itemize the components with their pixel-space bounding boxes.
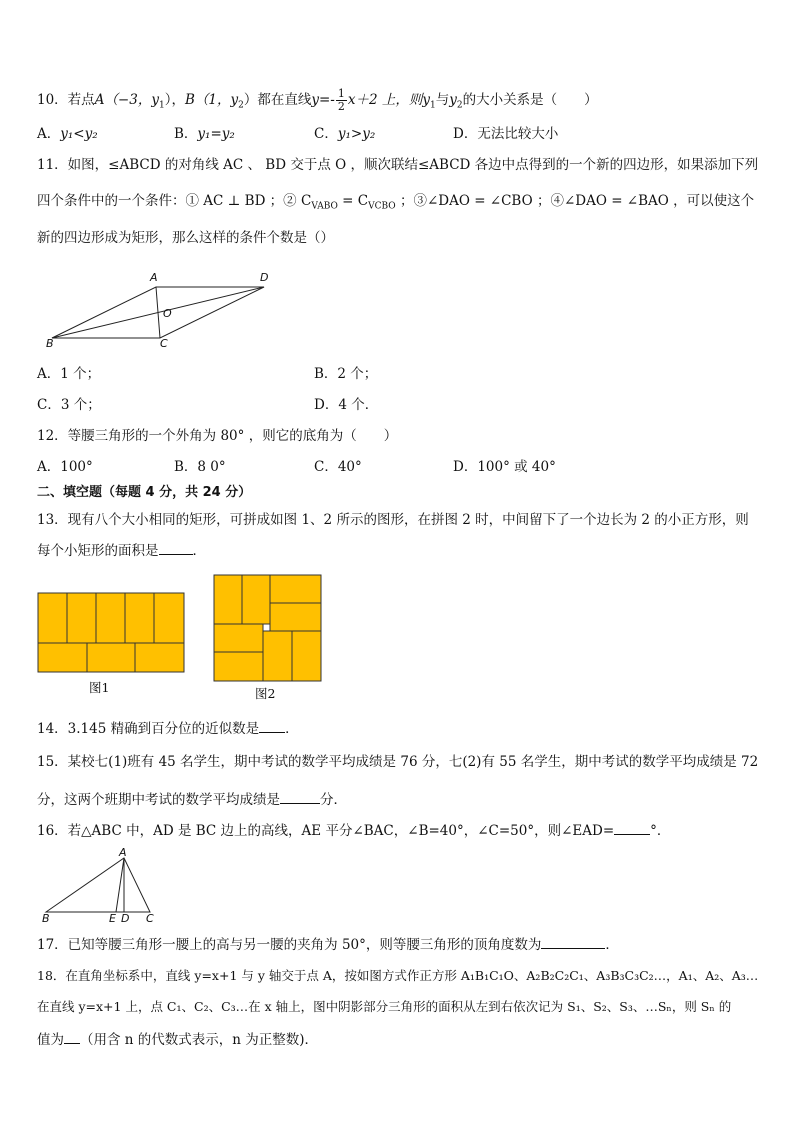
- vertex-label-a: A: [150, 271, 158, 284]
- triangle-label-a: A: [119, 846, 127, 859]
- q11-stem-line3: 新的四边形成为矩形，那么这样的条件个数是（）: [37, 230, 334, 246]
- figure-1-caption: 图1: [89, 680, 110, 695]
- section-heading-fill-in: 二、填空题（每题 4 分，共 24 分）: [37, 485, 252, 500]
- q18-stem-line2: 在直线 y=x+1 上，点 C₁、C₂、C₃…在 x 轴上，图中阴影部分三角形的面积从左到右依次记为 S₁、S₂、S₃、…Sₙ，则 Sₙ 的: [37, 999, 732, 1014]
- triangle-abc-figure: [40, 848, 170, 926]
- figure-2-caption: 图2: [255, 686, 276, 701]
- triangle-label-d: D: [121, 912, 130, 925]
- q11-stem-line2: 四个条件中的一个条件：① AC ⊥ BD ；② $C_{VABO} = C_{VCBO}$ ；③∠DAO = ∠CBO ；④∠DAO = ∠BAO ，可以使这个: [37, 193, 755, 212]
- q10-option-a[interactable]: A．y₁<y₂: [37, 126, 98, 142]
- q14-stem: 14．3.145 精确到百分位的近似数是 ．: [37, 718, 299, 739]
- center-gap-square: [263, 624, 270, 631]
- q10-option-c[interactable]: C．y₁>y₂: [314, 126, 376, 142]
- q13-stem-line2: 每个小矩形的面积是 ．: [37, 540, 206, 561]
- vertex-label-b: B: [46, 337, 54, 350]
- vertex-label-c: C: [160, 337, 168, 350]
- q11-option-b[interactable]: B．2 个；: [314, 366, 378, 382]
- q15-answer-blank[interactable]: [280, 789, 320, 804]
- rectangle-tiling-figure-2: [213, 574, 325, 704]
- q17-answer-blank[interactable]: [541, 934, 605, 949]
- triangle-label-e: E: [109, 912, 116, 925]
- q12-option-d[interactable]: D．100° 或 40°: [453, 459, 556, 475]
- q11-option-d[interactable]: D．4 个．: [314, 397, 379, 413]
- q14-answer-blank[interactable]: [259, 718, 285, 733]
- triangle-label-c: C: [146, 912, 154, 925]
- q12-stem: 12．等腰三角形的一个外角为 80° ，则它的底角为（ ）: [37, 428, 398, 444]
- q13-answer-blank[interactable]: [159, 540, 193, 555]
- q15-stem-line1: 15．某校七(1)班有 45 名学生，期中考试的数学平均成绩是 76 分，七(2)有 55 名学生，期中考试的数学平均成绩是 72: [37, 754, 759, 770]
- q10-stem: 10．若点A（−3，$y_1$），B（1，$y_2$）都在直线y=- $\frac{1}{2}$ x＋2 上，则$y_1$与$y_2$的大小关系是（ ）: [37, 87, 598, 113]
- q11-option-a[interactable]: A．1 个；: [37, 366, 101, 382]
- fraction-one-half: $\frac{1}{2}$: [337, 87, 345, 113]
- q17-stem: 17．已知等腰三角形一腰上的高与另一腰的夹角为 50°，则等腰三角形的顶角度数为 ．: [37, 934, 619, 955]
- vertex-label-d: D: [260, 271, 269, 284]
- q18-stem-line1: 18．在直角坐标系中，直线 y=x+1 与 y 轴交于点 A，按如图方式作正方形 A₁B₁C₁O、A₂B₂C₂C₁、A₃B₃C₃C₂…，A₁、A₂、A₃…: [37, 968, 759, 983]
- q18-stem-line3: 值为 （用含 n 的代数式表示，n 为正整数)．: [37, 1029, 318, 1050]
- rectangle-tiling-figure-1: [37, 592, 187, 702]
- q13-stem-line1: 13．现有八个大小相同的矩形，可拼成如图 1、2 所示的图形，在拼图 2 时，中间留下了一个边长为 2 的小正方形，则: [37, 512, 749, 528]
- center-label-o: O: [163, 307, 172, 320]
- q12-option-b[interactable]: B．8 0°: [174, 459, 226, 475]
- q11-stem-line1: 11．如图，≤ABCD 的对角线 AC 、 BD 交于点 O ，顺次联结≤ABCD 各边中点得到的一个新的四边形，如果添加下列: [37, 157, 759, 173]
- parallelogram-figure: [40, 265, 280, 350]
- q16-stem: 16．若△ABC 中，AD 是 BC 边上的高线，AE 平分∠BAC，∠B=40°，∠C=50°，则∠EAD= °．: [37, 820, 670, 841]
- q11-option-c[interactable]: C．3 个；: [37, 397, 101, 413]
- q15-stem-line2: 分，这两个班期中考试的数学平均成绩是 分．: [37, 789, 347, 810]
- triangle-label-b: B: [42, 912, 50, 925]
- q10-option-d[interactable]: D．无法比较大小: [453, 126, 559, 142]
- q16-answer-blank[interactable]: [614, 820, 650, 835]
- q12-option-c[interactable]: C．40°: [314, 459, 362, 475]
- q10-option-b[interactable]: B．y₁=y₂: [174, 126, 235, 142]
- q18-answer-blank[interactable]: [64, 1029, 80, 1044]
- q12-option-a[interactable]: A．100°: [37, 459, 93, 475]
